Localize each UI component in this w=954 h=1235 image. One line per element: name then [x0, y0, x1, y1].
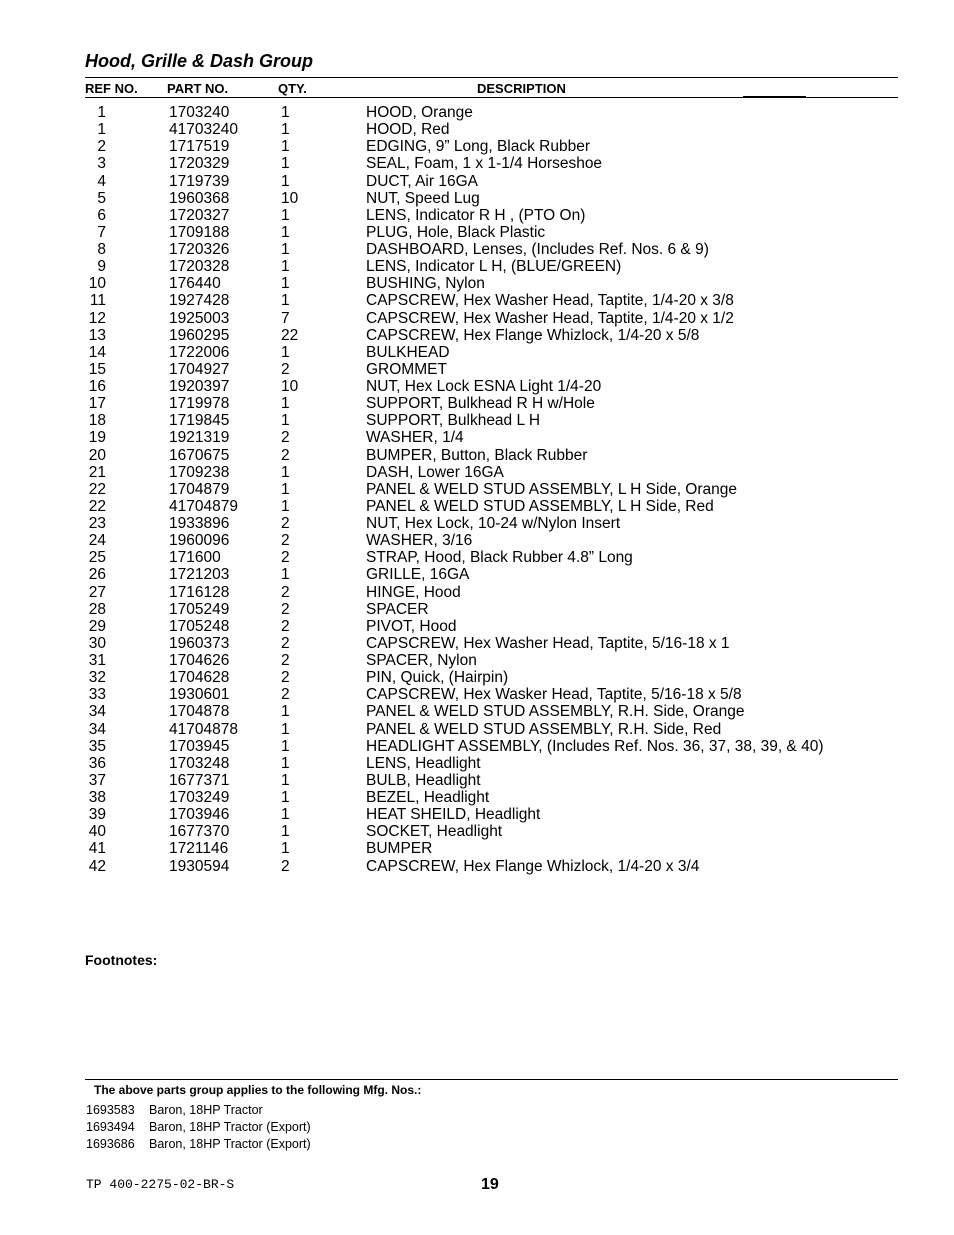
description-cell: HOOD, Red — [366, 121, 450, 139]
ref-no-cell: 37 — [88, 771, 106, 789]
qty-cell: 2 — [281, 634, 290, 652]
qty-cell: 10 — [281, 189, 299, 207]
table-row — [0, 755, 954, 772]
part-no-cell: 1920397 — [169, 378, 230, 395]
part-no-cell: 1721146 — [169, 840, 229, 858]
description-cell: SPACER — [366, 600, 429, 618]
description-cell: LENS, Indicator R H , (PTO On) — [366, 206, 586, 224]
mfg-number: 1693494 — [86, 1120, 135, 1134]
part-no-cell: 1717519 — [169, 138, 230, 156]
ref-no-cell: 4 — [97, 172, 106, 190]
part-no-cell: 1933896 — [169, 515, 230, 532]
ref-no-cell: 23 — [88, 515, 106, 532]
ref-no-cell: 11 — [89, 292, 106, 310]
description-cell: SUPPORT, Bulkhead L H — [366, 412, 541, 430]
ref-no-cell: 25 — [88, 549, 106, 567]
qty-cell: 1 — [281, 463, 290, 481]
mfg-description: Baron, 18HP Tractor — [149, 1103, 263, 1117]
page-title: Hood, Grille & Dash Group — [85, 51, 314, 71]
qty-cell: 1 — [281, 480, 290, 498]
description-cell: DUCT, Air 16GA — [366, 172, 478, 190]
part-no-cell: 1703240 — [169, 104, 230, 121]
description-cell: EDGING, 9” Long, Black Rubber — [366, 138, 590, 156]
qty-cell: 1 — [281, 720, 290, 738]
ref-no-cell: 26 — [88, 566, 106, 584]
part-no-cell: 1709188 — [169, 223, 230, 241]
part-no-cell: 1719739 — [169, 172, 230, 190]
part-no-cell: 1704927 — [169, 360, 230, 378]
title-rule — [85, 77, 898, 78]
description-cell: BUMPER, Button, Black Rubber — [366, 446, 588, 464]
qty-cell: 1 — [281, 241, 290, 258]
table-row — [0, 173, 954, 190]
part-no-cell: 1703248 — [169, 754, 230, 772]
ref-no-cell: 35 — [88, 737, 106, 755]
part-no-cell: 1704626 — [169, 652, 230, 669]
part-no-cell: 1704878 — [169, 703, 230, 721]
qty-cell: 1 — [281, 206, 290, 224]
qty-cell: 2 — [281, 857, 290, 875]
ref-no-cell: 22 — [88, 497, 106, 515]
ref-no-cell: 18 — [88, 412, 106, 430]
applies-heading: The above parts group applies to the following Mfg. Nos.: — [94, 1083, 422, 1097]
table-row — [0, 207, 954, 224]
ref-no-cell: 17 — [88, 395, 106, 413]
parts-table — [0, 104, 954, 875]
ref-no-cell: 39 — [88, 806, 106, 824]
table-row — [0, 258, 954, 275]
ref-no-cell: 1 — [97, 121, 106, 139]
description-cell: CAPSCREW, Hex Flange Whizlock, 1/4-20 x 5/8 — [366, 326, 700, 344]
ref-no-cell: 38 — [88, 789, 106, 806]
qty-cell: 2 — [281, 652, 290, 669]
part-no-cell: 1720327 — [169, 206, 230, 224]
description-cell: NUT, Hex Lock, 10-24 w/Nylon Insert — [366, 515, 621, 532]
table-row — [0, 395, 954, 412]
ref-no-cell: 33 — [88, 686, 106, 704]
table-row — [0, 686, 954, 703]
qty-cell: 1 — [281, 823, 290, 841]
mfg-number: 1693583 — [86, 1103, 135, 1117]
description-cell: WASHER, 1/4 — [366, 429, 464, 447]
description-cell: SOCKET, Headlight — [366, 823, 503, 841]
description-cell: NUT, Speed Lug — [366, 189, 480, 207]
ref-no-cell: 28 — [88, 600, 106, 618]
part-no-cell: 1703946 — [169, 806, 230, 824]
part-no-cell: 1960368 — [169, 189, 230, 207]
table-row — [0, 447, 954, 464]
qty-cell: 2 — [281, 446, 290, 464]
qty-cell: 1 — [281, 292, 290, 310]
ref-no-cell: 12 — [88, 309, 106, 327]
table-row — [0, 806, 954, 823]
qty-cell: 2 — [281, 532, 290, 550]
qty-cell: 2 — [281, 360, 290, 378]
table-row — [0, 652, 954, 669]
table-row — [0, 601, 954, 618]
description-cell: GRILLE, 16GA — [366, 566, 470, 584]
header-rule — [85, 97, 898, 98]
ref-no-cell: 3 — [97, 155, 106, 173]
table-row — [0, 738, 954, 755]
table-row — [0, 138, 954, 155]
description-cell: PANEL & WELD STUD ASSEMBLY, L H Side, Red — [366, 497, 714, 515]
qty-cell: 1 — [281, 806, 290, 824]
qty-cell: 2 — [281, 429, 290, 447]
part-no-cell: 1720329 — [169, 155, 230, 173]
ref-no-cell: 19 — [88, 429, 106, 447]
ref-no-cell: 7 — [97, 223, 106, 241]
qty-cell: 1 — [281, 789, 290, 806]
qty-cell: 2 — [281, 686, 290, 704]
part-no-cell: 1705248 — [169, 617, 230, 635]
ref-no-cell: 13 — [88, 326, 106, 344]
part-no-cell: 1930594 — [169, 857, 230, 875]
part-no-cell: 1709238 — [169, 463, 230, 481]
part-no-cell: 41704878 — [169, 720, 238, 738]
ref-no-cell: 10 — [88, 275, 106, 293]
qty-cell: 1 — [281, 412, 290, 430]
ref-no-cell: 27 — [88, 583, 106, 601]
table-row — [0, 635, 954, 652]
ref-no-cell: 21 — [88, 463, 106, 481]
description-cell: HOOD, Orange — [366, 104, 473, 121]
footnotes-label: Footnotes: — [85, 952, 158, 968]
part-no-cell: 1719978 — [169, 395, 230, 413]
qty-cell: 1 — [281, 155, 290, 173]
ref-no-cell: 5 — [97, 189, 106, 207]
qty-cell: 1 — [281, 258, 290, 276]
part-no-cell: 176440 — [169, 275, 221, 293]
table-row — [0, 361, 954, 378]
part-no-cell: 1720328 — [169, 258, 230, 276]
ref-no-cell: 2 — [97, 138, 106, 156]
table-row — [0, 190, 954, 207]
description-cell: GROMMET — [366, 360, 447, 378]
qty-cell: 2 — [281, 583, 290, 601]
part-no-cell: 1927428 — [169, 292, 230, 310]
part-no-cell: 1703249 — [169, 789, 230, 806]
ref-no-cell: 8 — [97, 241, 106, 258]
applies-rule — [85, 1079, 898, 1080]
ref-no-cell: 15 — [88, 360, 106, 378]
description-cell: HINGE, Hood — [366, 583, 461, 601]
ref-no-cell: 16 — [88, 378, 106, 395]
ref-no-cell: 34 — [88, 703, 106, 721]
qty-cell: 1 — [281, 172, 290, 190]
qty-cell: 22 — [281, 326, 299, 344]
description-cell: SEAL, Foam, 1 x 1-1/4 Horseshoe — [366, 155, 603, 173]
ref-no-cell: 29 — [88, 617, 106, 635]
qty-cell: 1 — [281, 840, 290, 858]
header-description: DESCRIPTION — [477, 81, 566, 96]
table-row — [0, 840, 954, 857]
ref-no-cell: 40 — [88, 823, 106, 841]
mfg-number: 1693686 — [86, 1137, 135, 1151]
table-row — [0, 327, 954, 344]
part-no-cell: 1722006 — [169, 343, 230, 361]
table-row — [0, 549, 954, 566]
ref-no-cell: 20 — [88, 446, 106, 464]
qty-cell: 1 — [281, 497, 290, 515]
description-cell: CAPSCREW, Hex Wasker Head, Taptite, 5/16-18 x 5/8 — [366, 686, 742, 704]
part-no-cell: 1704879 — [169, 480, 230, 498]
part-no-cell: 1921319 — [169, 429, 230, 447]
ref-no-cell: 32 — [88, 669, 106, 687]
description-cell: CAPSCREW, Hex Washer Head, Taptite, 1/4-20 x 3/8 — [366, 292, 734, 310]
table-row — [0, 721, 954, 738]
table-row — [0, 224, 954, 241]
table-row — [0, 412, 954, 429]
qty-cell: 1 — [281, 754, 290, 772]
part-no-cell: 1670675 — [169, 446, 230, 464]
part-no-cell: 1703945 — [169, 737, 230, 755]
description-cell: LENS, Headlight — [366, 754, 481, 772]
header-rule-accent — [743, 96, 806, 97]
description-cell: DASH, Lower 16GA — [366, 463, 504, 481]
description-cell: SUPPORT, Bulkhead R H w/Hole — [366, 395, 595, 413]
table-row — [0, 121, 954, 138]
qty-cell: 1 — [281, 566, 290, 584]
table-row — [0, 823, 954, 840]
description-cell: WASHER, 3/16 — [366, 532, 473, 550]
table-row — [0, 566, 954, 583]
part-no-cell: 1960373 — [169, 634, 230, 652]
qty-cell: 2 — [281, 515, 290, 532]
mfg-description: Baron, 18HP Tractor (Export) — [149, 1137, 311, 1151]
qty-cell: 2 — [281, 617, 290, 635]
description-cell: BUMPER — [366, 840, 433, 858]
table-row — [0, 789, 954, 806]
part-no-cell: 1677370 — [169, 823, 230, 841]
part-no-cell: 41704879 — [169, 497, 238, 515]
ref-no-cell: 41 — [88, 840, 106, 858]
qty-cell: 7 — [281, 309, 290, 327]
description-cell: HEAT SHEILD, Headlight — [366, 806, 541, 824]
description-cell: SPACER, Nylon — [366, 652, 477, 669]
part-no-cell: 1960096 — [169, 532, 230, 550]
ref-no-cell: 30 — [88, 634, 106, 652]
header-qty: QTY. — [278, 81, 307, 96]
ref-no-cell: 24 — [88, 532, 106, 550]
table-row — [0, 618, 954, 635]
qty-cell: 1 — [281, 275, 290, 293]
table-row — [0, 429, 954, 446]
description-cell: DASHBOARD, Lenses, (Includes Ref. Nos. 6 & 9) — [366, 241, 709, 258]
part-no-cell: 1925003 — [169, 309, 230, 327]
table-row — [0, 241, 954, 258]
table-row — [0, 275, 954, 292]
description-cell: HEADLIGHT ASSEMBLY, (Includes Ref. Nos. 36, 37, 38, 39, & 40) — [366, 737, 824, 755]
header-ref-no: REF NO. — [85, 81, 138, 96]
table-row — [0, 532, 954, 549]
part-no-cell: 1704628 — [169, 669, 230, 687]
qty-cell: 2 — [281, 600, 290, 618]
part-no-cell: 41703240 — [169, 121, 238, 139]
description-cell: STRAP, Hood, Black Rubber 4.8” Long — [366, 549, 633, 567]
table-row — [0, 498, 954, 515]
part-no-cell: 1960295 — [169, 326, 230, 344]
table-row — [0, 310, 954, 327]
qty-cell: 2 — [281, 549, 290, 567]
description-cell: CAPSCREW, Hex Flange Whizlock, 1/4-20 x 3/4 — [366, 857, 700, 875]
ref-no-cell: 6 — [97, 206, 106, 224]
qty-cell: 1 — [281, 771, 290, 789]
description-cell: BEZEL, Headlight — [366, 789, 490, 806]
part-no-cell: 1716128 — [169, 583, 230, 601]
description-cell: BUSHING, Nylon — [366, 275, 485, 293]
ref-no-cell: 42 — [88, 857, 106, 875]
part-no-cell: 1721203 — [169, 566, 230, 584]
document-code: TP 400-2275-02-BR-S — [86, 1177, 235, 1192]
qty-cell: 1 — [281, 395, 290, 413]
part-no-cell: 171600 — [169, 549, 221, 567]
description-cell: BULB, Headlight — [366, 771, 481, 789]
table-row — [0, 344, 954, 361]
table-row — [0, 703, 954, 720]
ref-no-cell: 9 — [97, 258, 106, 276]
qty-cell: 2 — [281, 669, 290, 687]
table-row — [0, 155, 954, 172]
description-cell: PIVOT, Hood — [366, 617, 457, 635]
table-row — [0, 858, 954, 875]
ref-no-cell: 1 — [97, 104, 106, 121]
qty-cell: 1 — [281, 121, 290, 139]
part-no-cell: 1719845 — [169, 412, 230, 430]
qty-cell: 1 — [281, 343, 290, 361]
page-number: 19 — [481, 1176, 499, 1193]
description-cell: LENS, Indicator L H, (BLUE/GREEN) — [366, 258, 622, 276]
table-row — [0, 584, 954, 601]
qty-cell: 10 — [281, 378, 299, 395]
table-row — [0, 669, 954, 686]
description-cell: PIN, Quick, (Hairpin) — [366, 669, 509, 687]
description-cell: BULKHEAD — [366, 343, 450, 361]
description-cell: PANEL & WELD STUD ASSEMBLY, R.H. Side, Red — [366, 720, 722, 738]
qty-cell: 1 — [281, 703, 290, 721]
table-row — [0, 515, 954, 532]
table-row — [0, 104, 954, 121]
qty-cell: 1 — [281, 737, 290, 755]
table-row — [0, 772, 954, 789]
part-no-cell: 1677371 — [169, 771, 230, 789]
ref-no-cell: 31 — [88, 652, 106, 669]
table-row — [0, 292, 954, 309]
qty-cell: 1 — [281, 104, 290, 121]
part-no-cell: 1930601 — [169, 686, 230, 704]
ref-no-cell: 22 — [88, 480, 106, 498]
ref-no-cell: 14 — [88, 343, 106, 361]
description-cell: PANEL & WELD STUD ASSEMBLY, L H Side, Orange — [366, 480, 738, 498]
part-no-cell: 1720326 — [169, 241, 230, 258]
qty-cell: 1 — [281, 138, 290, 156]
qty-cell: 1 — [281, 223, 290, 241]
table-row — [0, 378, 954, 395]
table-row — [0, 464, 954, 481]
table-row — [0, 481, 954, 498]
description-cell: NUT, Hex Lock ESNA Light 1/4-20 — [366, 378, 602, 395]
description-cell: PLUG, Hole, Black Plastic — [366, 223, 546, 241]
ref-no-cell: 34 — [88, 720, 106, 738]
description-cell: CAPSCREW, Hex Washer Head, Taptite, 5/16-18 x 1 — [366, 634, 730, 652]
mfg-description: Baron, 18HP Tractor (Export) — [149, 1120, 311, 1134]
description-cell: PANEL & WELD STUD ASSEMBLY, R.H. Side, Orange — [366, 703, 745, 721]
description-cell: CAPSCREW, Hex Washer Head, Taptite, 1/4-20 x 1/2 — [366, 309, 734, 327]
part-no-cell: 1705249 — [169, 600, 230, 618]
ref-no-cell: 36 — [88, 754, 106, 772]
header-part-no: PART NO. — [167, 81, 229, 96]
